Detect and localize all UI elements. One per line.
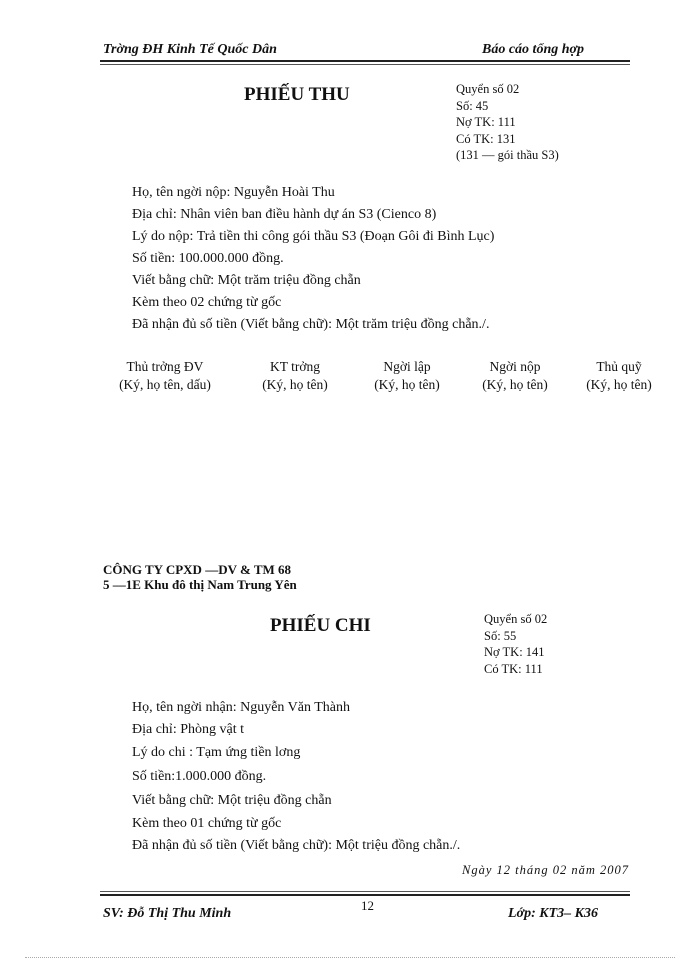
page-bottom-dotted-rule [25,957,675,958]
receipt-amount-words: Viết bằng chữ: Một trăm triệu đồng chẵn [132,273,361,288]
receipt-book-no: Quyển số 02 [456,82,520,96]
signature-cashier [566,358,672,394]
footer-rule [100,894,630,896]
payment-reason: Lý do chi : Tạm ứng tiền lơng [132,745,301,760]
receipt-payer: Họ, tên ngời nộp: Nguyễn Hoài Thu [132,185,335,200]
header-school: Trờng ĐH Kinh Tế Quốc Dân [103,42,277,57]
signature-role: Ngời lập [383,359,431,374]
footer-rule-thin [100,891,630,892]
receipt-credit-account: Có TK: 131 [456,131,516,146]
payment-received-confirmation: Đã nhận đủ số tiền (Viết bằng chữ): Một triệu đồng chẵn./. [132,838,461,853]
payment-credit-account: Có TK: 111 [484,661,543,676]
receipt-reason: Lý do nộp: Trả tiền thi công gói thầu S3 (Đoạn Gôi đi Bình Lục) [132,229,495,244]
company-name: CÔNG TY CPXD —DV & TM 68 [103,562,292,577]
receipt-received-confirmation: Đã nhận đủ số tiền (Viết bằng chữ): Một trăm triệu đồng chẵn./. [132,317,490,332]
signature-chief-accountant [240,358,350,394]
company-address: 5 —1E Khu đô thị Nam Trung Yên [103,577,297,592]
payment-title: PHIẾU CHI [270,615,371,636]
receipt-title: PHIẾU THU [244,84,350,105]
footer-class: Lớp: KT3– K36 [508,906,598,921]
payment-receiver: Họ, tên ngời nhận: Nguyễn Văn Thành [132,700,351,715]
payment-attachments: Kèm theo 01 chứng từ gốc [132,816,282,831]
signature-role: Thủ quỹ [596,359,642,374]
payment-date: Ngày 12 tháng 02 năm 2007 [462,863,630,877]
receipt-amount: Số tiền: 100.000.000 đồng. [132,251,284,266]
header-rule-thin [100,64,630,65]
payment-book-no: Quyển số 02 [484,612,548,626]
signature-note: (Ký, họ tên) [586,377,652,392]
payment-meta [484,611,547,677]
payment-number: Số: 55 [484,628,517,643]
signature-note: (Ký, họ tên) [482,377,548,392]
signature-note: (Ký, họ tên, dấu) [119,377,211,392]
signature-note: (Ký, họ tên) [262,377,328,392]
header-rule [100,60,630,62]
signature-role: Thủ trởng ĐV [126,359,204,374]
header-report-title: Báo cáo tổng hợp [482,42,585,57]
payment-address: Địa chỉ: Phòng vật t [132,722,244,737]
page-number: 12 [361,898,374,913]
receipt-number: Số: 45 [456,98,489,113]
payment-amount-words: Viết bằng chữ: Một triệu đồng chẵn [132,793,332,808]
signature-role: KT trởng [269,359,320,374]
signature-payer [460,358,570,394]
payment-debit-account: Nợ TK: 141 [484,645,545,659]
signature-director [105,358,225,394]
signature-role: Ngời nộp [489,359,541,374]
receipt-address: Địa chỉ: Nhân viên ban điều hành dự án S3 (Cienco 8) [132,207,437,222]
signature-note: (Ký, họ tên) [374,377,440,392]
footer-student: SV: Đỗ Thị Thu Minh [103,906,232,921]
receipt-credit-note: (131 — gói thầu S3) [456,148,559,162]
receipt-attachments: Kèm theo 02 chứng từ gốc [132,295,282,310]
signature-preparer [352,358,462,394]
payment-amount: Số tiền:1.000.000 đồng. [132,769,267,784]
receipt-debit-account: Nợ TK: 111 [456,115,516,129]
receipt-meta [456,81,559,164]
